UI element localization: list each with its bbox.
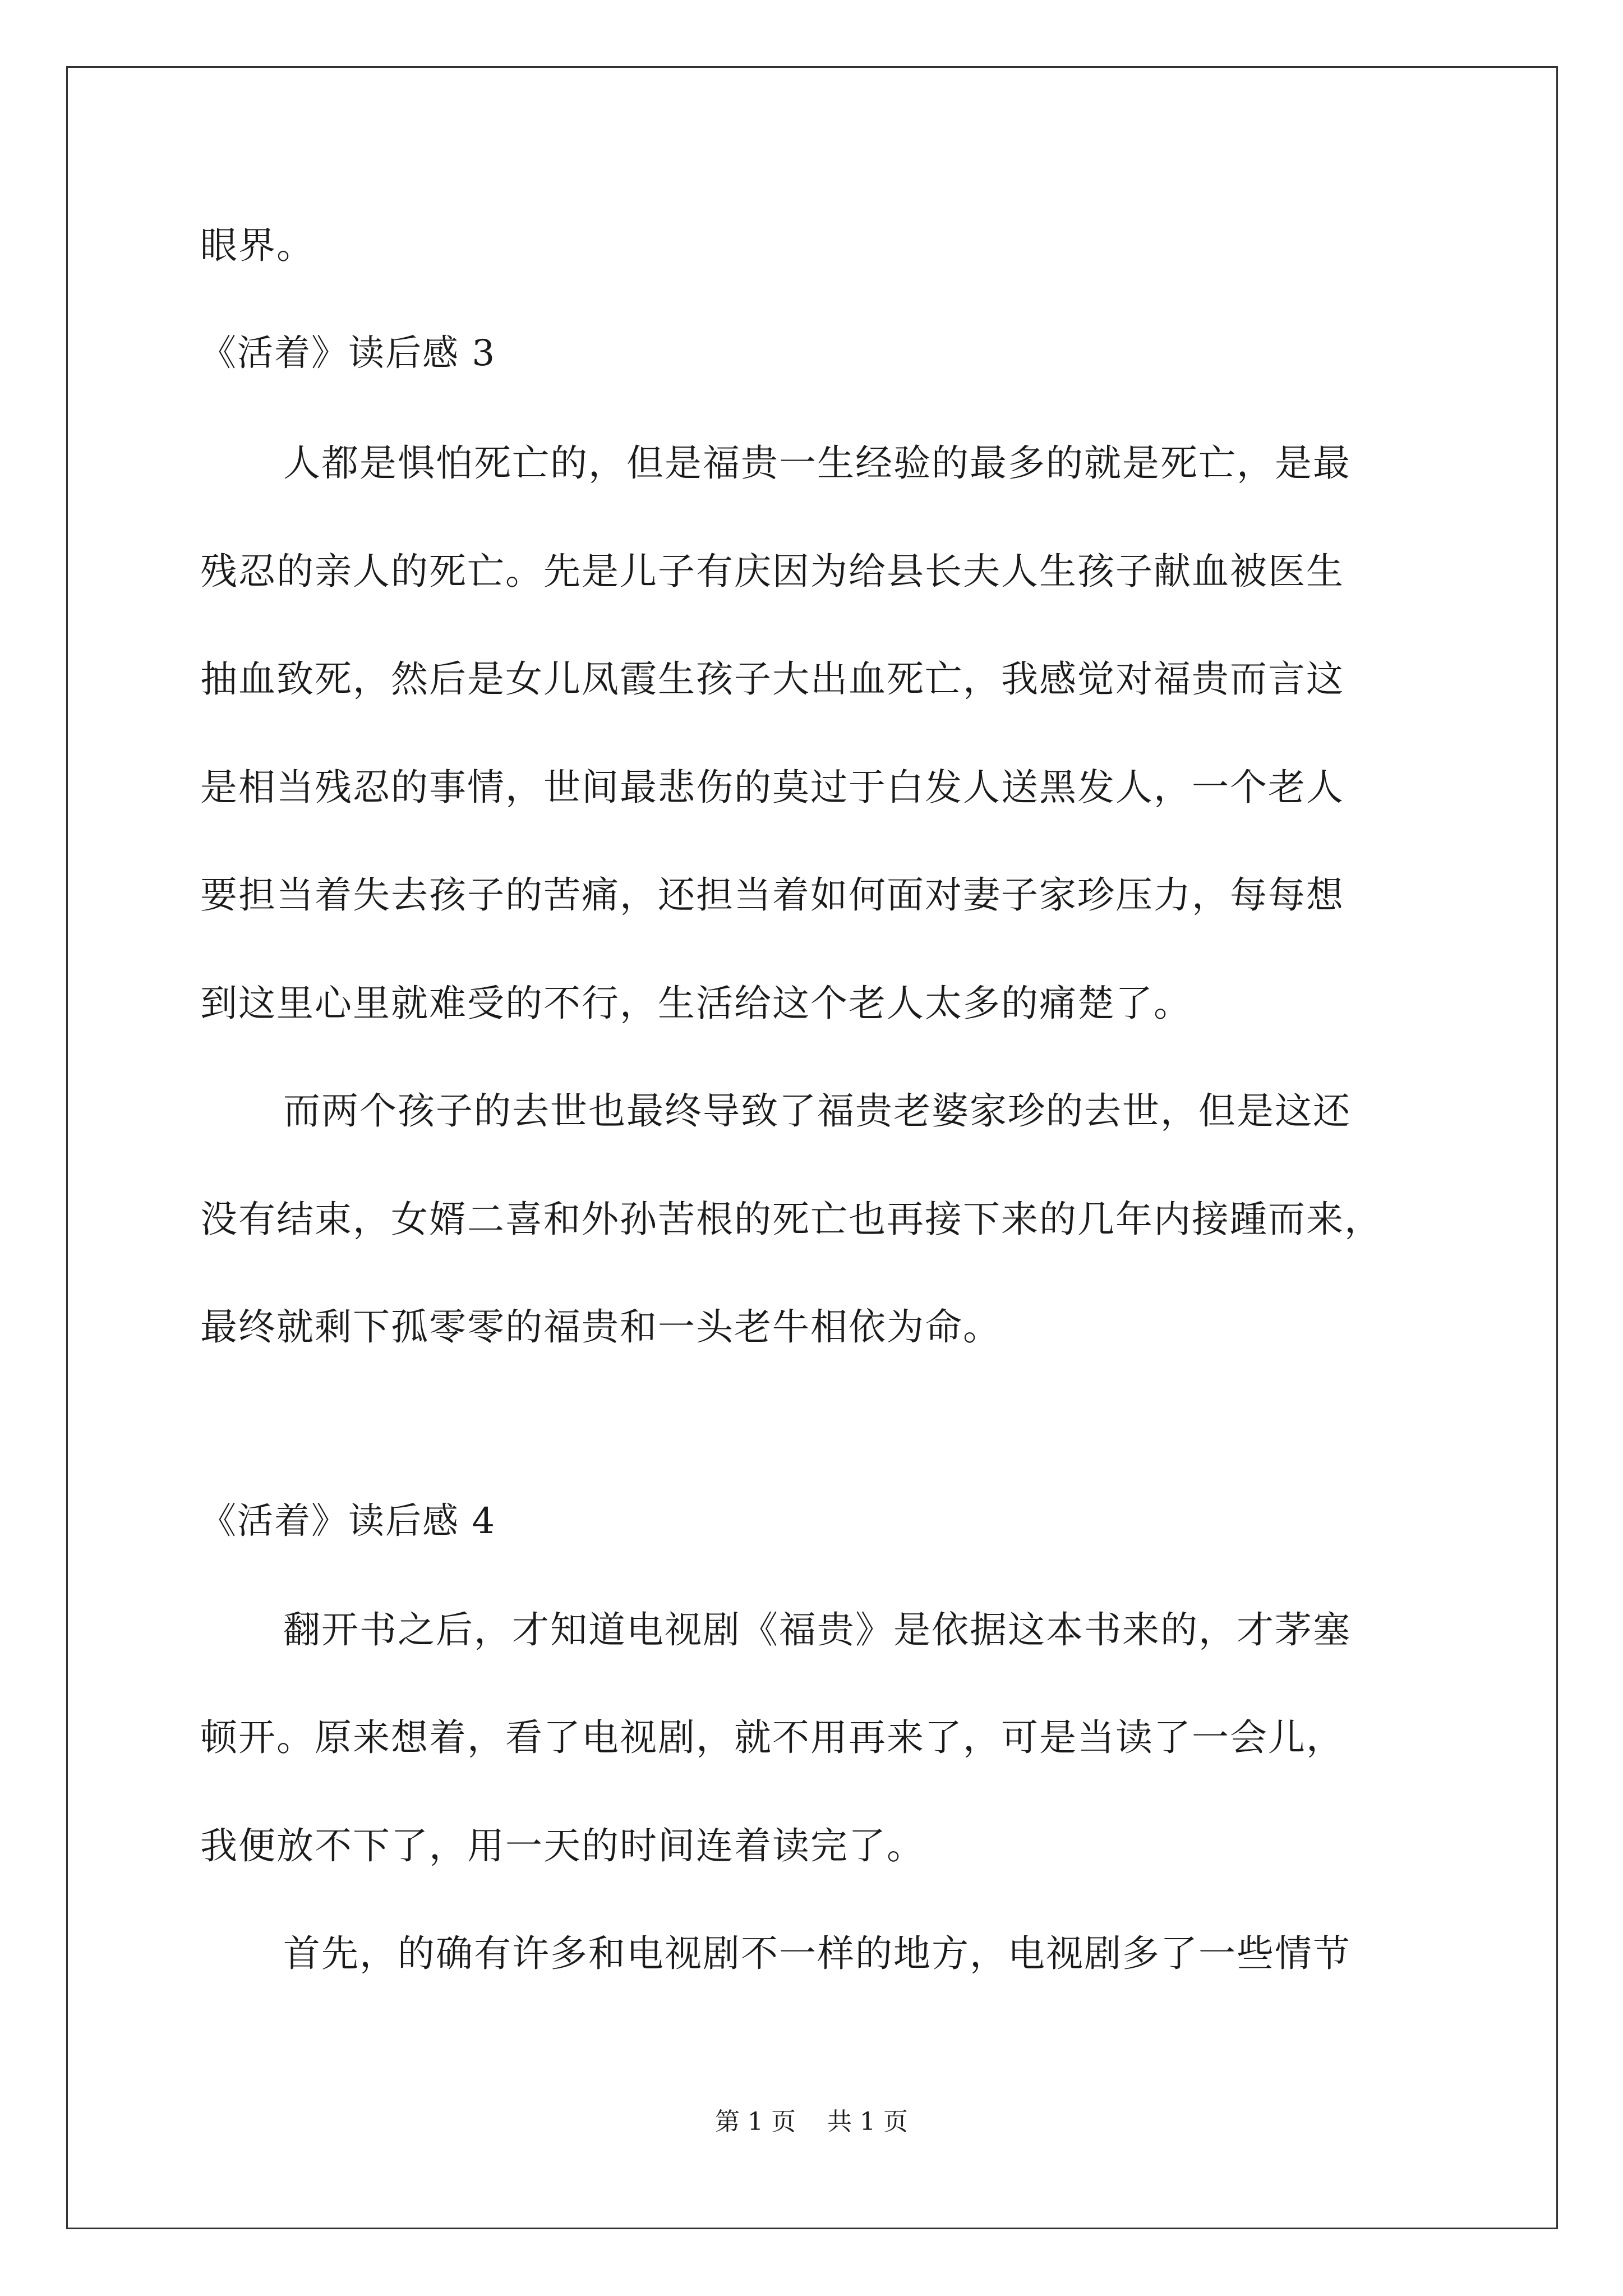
paragraph-line: 最终就剩下孤零零的福贵和一头老牛相依为命。 — [200, 1305, 1001, 1349]
paragraph-line: 顿开。原来想着，看了电视剧，就不用再来了，可是当读了一会儿， — [200, 1716, 1344, 1759]
paragraph-line: 抽血致死，然后是女儿凤霞生孩子大出血死亡，我感觉对福贵而言这 — [200, 657, 1344, 701]
paragraph-line: 眼界。 — [200, 224, 315, 267]
section-heading: 《活着》读后感 4 — [200, 1501, 496, 1542]
paragraph-line: 没有结束，女婿二喜和外孙苦根的死亡也再接下来的几年内接踵而来， — [200, 1198, 1382, 1241]
page-number-footer: 第 1 页 共 1 页 — [715, 2108, 908, 2136]
paragraph-line: 是相当残忍的事情，世间最悲伤的莫过于白发人送黑发人，一个老人 — [200, 766, 1344, 809]
paragraph-line: 首先，的确有许多和电视剧不一样的地方，电视剧多了一些情节 — [283, 1932, 1351, 1975]
paragraph-line: 到这里心里就难受的不行，生活给这个老人太多的痛楚了。 — [200, 982, 1192, 1025]
paragraph-line: 要担当着失去孩子的苦痛，还担当着如何面对妻子家珍压力，每每想 — [200, 873, 1344, 917]
page-border — [66, 66, 1558, 2229]
paragraph-line: 而两个孩子的去世也最终导致了福贵老婆家珍的去世，但是这还 — [283, 1089, 1351, 1133]
paragraph-line: 我便放不下了，用一天的时间连着读完了。 — [200, 1824, 925, 1867]
paragraph-line: 残忍的亲人的死亡。先是儿子有庆因为给县长夫人生孩子献血被医生 — [200, 550, 1344, 593]
paragraph-line: 翻开书之后，才知道电视剧《福贵》是依据这本书来的，才茅塞 — [283, 1608, 1351, 1651]
paragraph-line: 人都是惧怕死亡的，但是福贵一生经验的最多的就是死亡，是最 — [283, 441, 1351, 485]
section-heading: 《活着》读后感 3 — [200, 333, 496, 374]
